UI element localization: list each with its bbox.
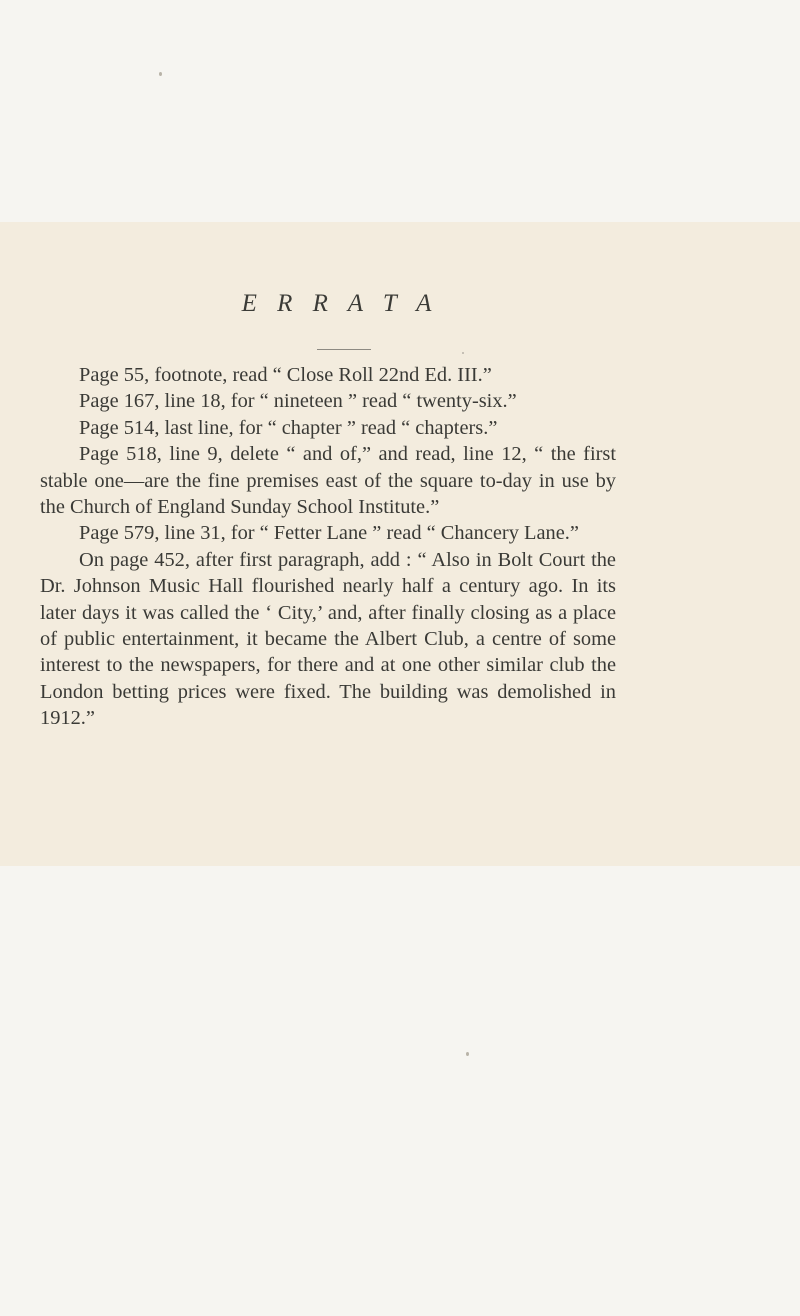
errata-title: E R R A T A: [241, 290, 439, 317]
title-rule: [317, 349, 371, 350]
paper-speck: [462, 352, 464, 354]
paper-speck: [466, 1052, 469, 1056]
errata-entry: Page 55, footnote, read “ Close Roll 22nd Ed. III.”: [79, 364, 492, 386]
errata-entry: Page 167, line 18, for “ nineteen ” read “ twenty-six.”: [79, 390, 517, 413]
errata-entry: Page 518, line 9, delete “ and of,” and read, line 12, “ the first stable one—are the fine premises east of the square to-day in use by the Church of England Sunday School Institute.”: [40, 443, 616, 519]
paper-speck: [159, 72, 162, 76]
errata-entry: Page 579, line 31, for “ Fetter Lane ” read “ Chancery Lane.”: [79, 522, 579, 545]
errata-list: [40, 362, 616, 732]
errata-entry: Page 514, last line, for “ chapter ” read “ chapters.”: [79, 416, 498, 439]
errata-addition: On page 452, after first paragraph, add : “ Also in Bolt Court the Dr. Johnson Music Hall flourished nearly half a century ago. In its later days it was called the ‘ City,’ and, after finally closing as a place of public entertainment, it became the Albert Club, a centre of some interest to the newspapers, for there and at one other similar club the London betting prices were fixed. The building was demolished in 1912.”: [40, 548, 616, 730]
